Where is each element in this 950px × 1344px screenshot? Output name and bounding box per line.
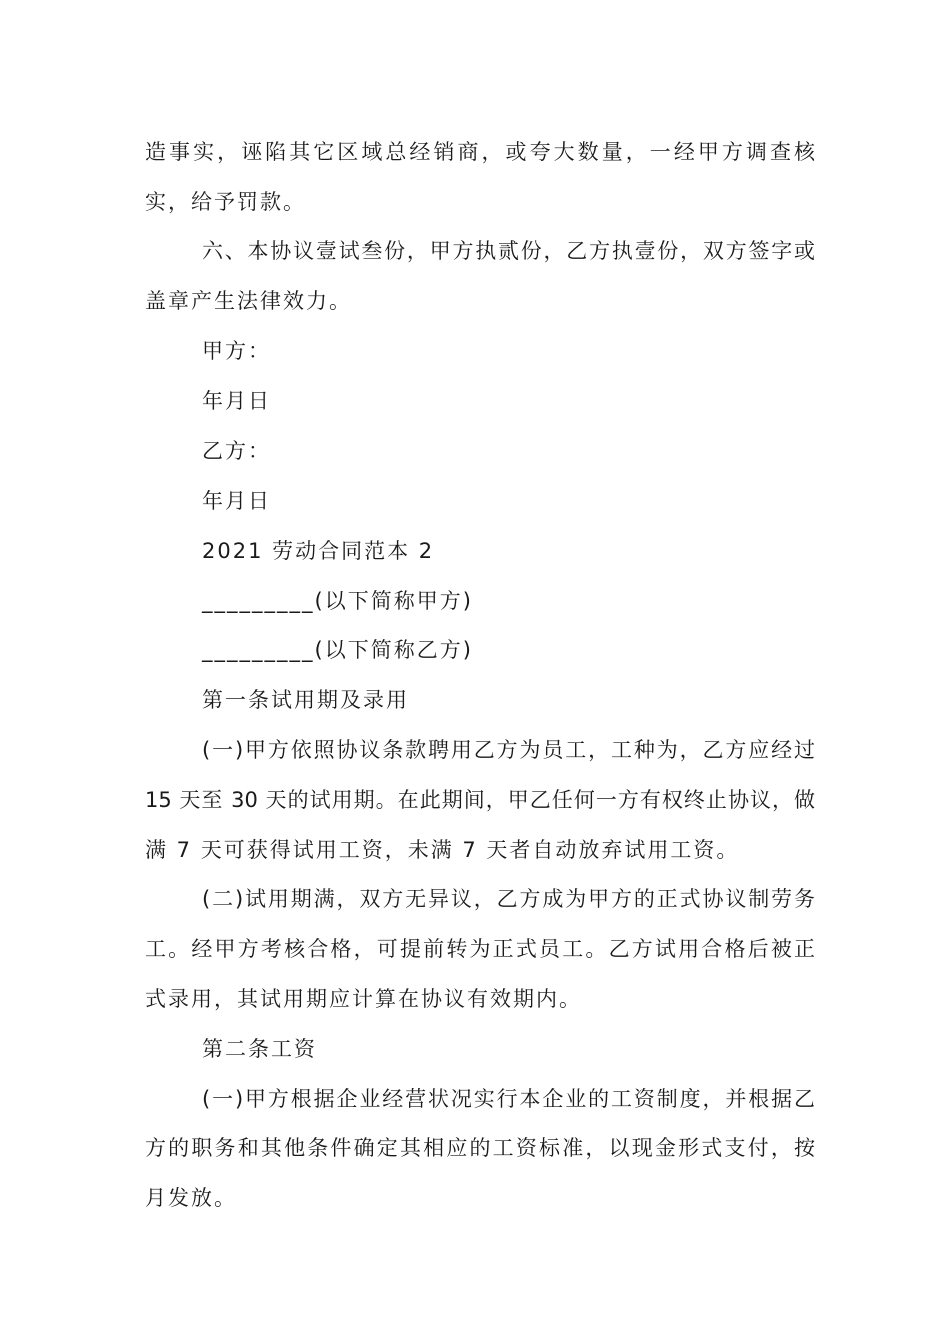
paragraph-line: 满 7 天可获得试用工资，未满 7 天者自动放弃试用工资。 [145,838,740,862]
paragraph-line: 工。经甲方考核合格，可提前转为正式员工。乙方试用合格后被正 [145,937,815,961]
party-a-blank: _________(以下简称甲方) [202,589,473,613]
paragraph-line: 实，给予罚款。 [145,190,306,214]
date-line: 年月日 [202,489,271,513]
paragraph-line: (二)试用期满，双方无异议，乙方成为甲方的正式协议制劳务 [202,887,815,911]
party-b-blank: _________(以下简称乙方) [202,638,473,662]
article-heading: 第一条试用期及录用 [202,688,409,712]
article-heading: 第二条工资 [202,1037,317,1061]
paragraph-line: 式录用，其试用期应计算在协议有效期内。 [145,987,582,1011]
paragraph-line: 造事实，诬陷其它区域总经销商，或夸大数量，一经甲方调查核 [145,140,815,164]
paragraph-line: (一)甲方依照协议条款聘用乙方为员工，工种为，乙方应经过 [202,738,815,762]
party-b-label: 乙方： [202,439,271,463]
party-a-label: 甲方： [202,339,271,363]
paragraph-line: 15 天至 30 天的试用期。在此期间，甲乙任何一方有权终止协议，做 [145,788,815,812]
paragraph-line: 六、本协议壹试叁份，甲方执贰份，乙方执壹份，双方签字或 [202,239,815,263]
paragraph-line: 盖章产生法律效力。 [145,289,352,313]
paragraph-line: 月发放。 [145,1186,237,1210]
date-line: 年月日 [202,389,271,413]
paragraph-line: 方的职务和其他条件确定其相应的工资标准，以现金形式支付，按 [145,1136,815,1160]
section-title: 2021 劳动合同范本 2 [202,539,435,563]
paragraph-line: (一)甲方根据企业经营状况实行本企业的工资制度，并根据乙 [202,1087,815,1111]
